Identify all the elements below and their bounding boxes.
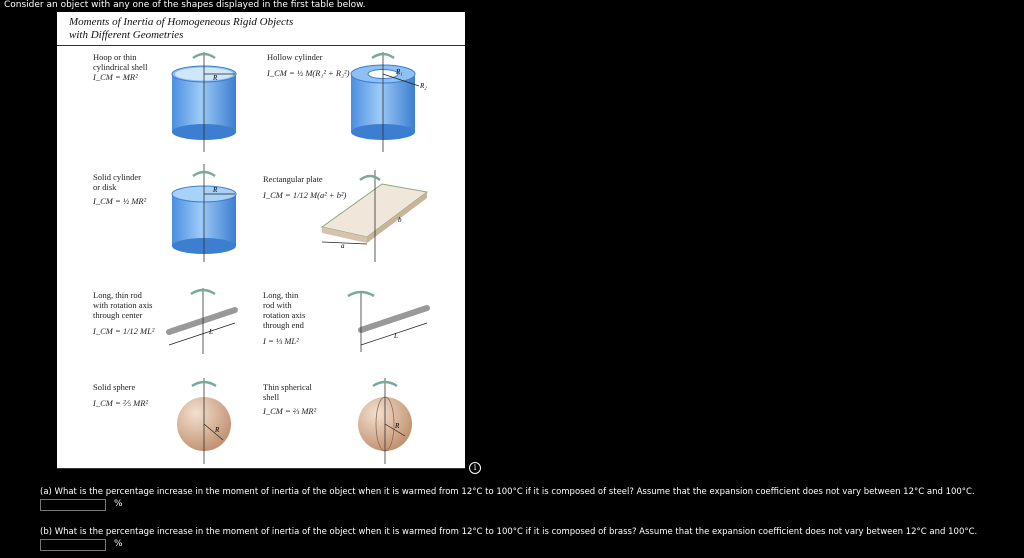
solid-sphere-formula: I_CM = ⅖ MR²	[93, 398, 149, 408]
solid-sphere-label: Solid sphere	[93, 382, 136, 392]
rod-end-length-label: L	[394, 332, 398, 340]
figure-title: Moments of Inertia of Homogeneous Rigid Objects with Different Geometries	[69, 16, 294, 41]
intro-text: Consider an object with any one of the shapes displayed in the first table below.	[4, 0, 366, 10]
spherical-shell-formula: I_CM = ⅔ MR²	[263, 406, 317, 416]
hollow-cylinder-formula: I_CM = ½ M(R₁² + R₂²)	[267, 68, 350, 78]
rod-end-label: Long, thin rod with rotation axis through end	[263, 290, 306, 330]
rod-end-formula: I = ⅓ ML²	[263, 336, 299, 346]
cylinder-radius-label: R	[213, 186, 218, 194]
question-b: (b) What is the percentage increase in the moment of inertia of the object when it is warmed from 12°C to 100°C if it is composed of brass? Assume that the expansion coefficient does not vary between 12°C and 100°C.	[40, 527, 978, 537]
hollow-cylinder-shape	[351, 52, 427, 152]
rectangular-plate-label: Rectangular plate	[263, 174, 323, 184]
figure-bottom-rule	[57, 468, 465, 469]
solid-sphere-shape	[177, 378, 231, 464]
answer-b-unit: %	[114, 539, 123, 549]
hoop-formula: I_CM = MR²	[93, 72, 138, 82]
spherical-shell-shape	[358, 378, 412, 464]
answer-a-unit: %	[114, 499, 123, 509]
solid-cylinder-shape	[172, 164, 236, 262]
rod-center-shape	[169, 288, 235, 354]
plate-a-label: a	[341, 242, 345, 250]
info-icon[interactable]: i	[469, 462, 481, 474]
rectangular-plate-shape	[322, 170, 427, 262]
solid-cylinder-label: Solid cylinder or disk	[93, 172, 141, 192]
plate-b-label: b	[398, 216, 402, 224]
rectangular-plate-formula: I_CM = 1/12 M(a² + b²)	[263, 190, 347, 200]
question-a: (a) What is the percentage increase in the moment of inertia of the object when it is warmed from 12°C to 100°C if it is composed of steel? Assume that the expansion coefficient does not vary between 12°C and 100°C.	[40, 487, 975, 497]
rod-center-label: Long, thin rod with rotation axis through center	[93, 290, 153, 320]
answer-b-input[interactable]	[40, 539, 106, 551]
hoop-shape	[172, 52, 236, 152]
hollow-r1-label: R₁	[396, 68, 403, 76]
moments-of-inertia-figure	[57, 12, 465, 468]
hollow-r2-label: R₂	[420, 82, 427, 90]
hoop-radius-label: R	[213, 74, 218, 82]
spherical-shell-label: Thin spherical shell	[263, 382, 312, 402]
rod-center-length-label: L	[209, 328, 213, 336]
rod-end-shape	[348, 292, 427, 352]
sphere-radius-label: R	[215, 426, 220, 434]
hollow-cylinder-label: Hollow cylinder	[267, 52, 323, 62]
shell-radius-label: R	[395, 422, 400, 430]
answer-a-input[interactable]	[40, 499, 106, 511]
hoop-label: Hoop or thin cylindrical shell	[93, 52, 148, 72]
rod-center-formula: I_CM = 1/12 ML²	[93, 326, 155, 336]
solid-cylinder-formula: I_CM = ½ MR²	[93, 196, 147, 206]
